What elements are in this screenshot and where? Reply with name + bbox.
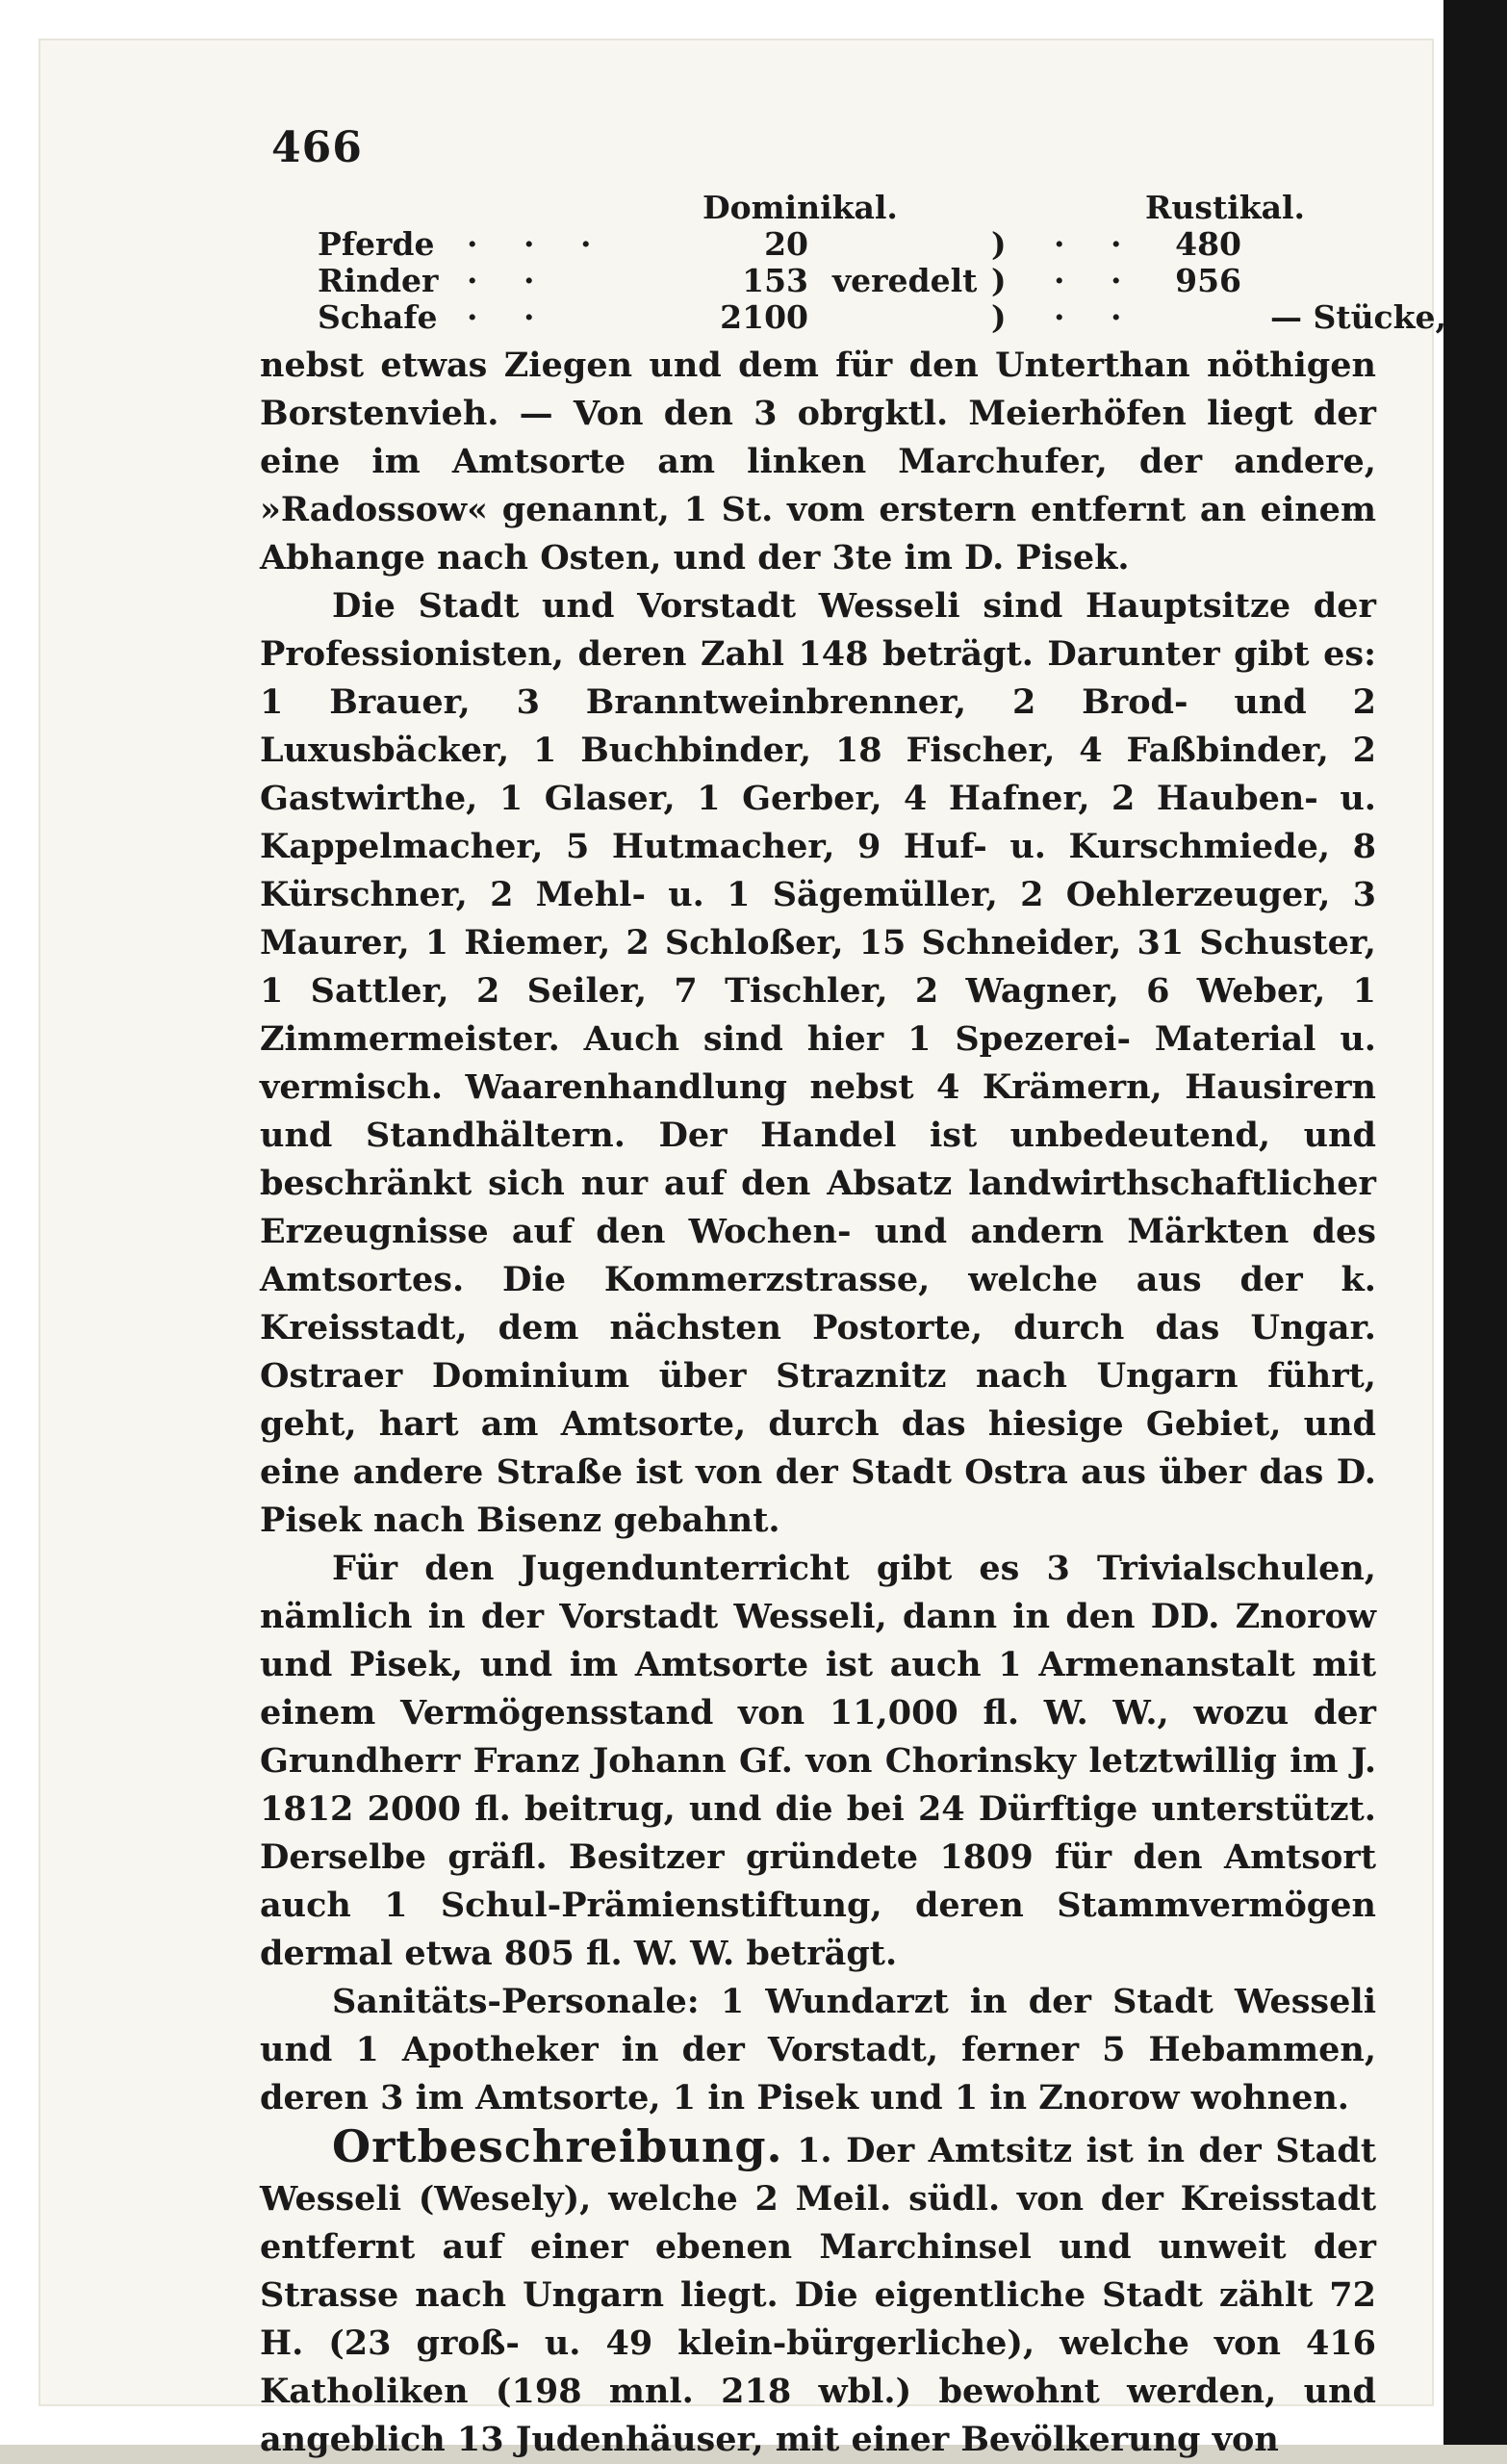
rustikal-value: 480 xyxy=(1175,225,1241,263)
dominikal-value: 20 xyxy=(764,225,808,263)
page-number: 466 xyxy=(271,123,363,172)
rustikal-value: 956 xyxy=(1175,262,1241,299)
leader-dots: · · xyxy=(467,262,552,299)
table-row xyxy=(318,262,1357,298)
leader-dots: · · xyxy=(1054,298,1139,336)
paragraph-place-description xyxy=(260,2122,1376,2464)
paragraph-schools: Für den Jugendunterricht gibt es 3 Trivialschulen, nämlich in der Vorstadt Wesseli, dann in den DD. Znorow und Pisek, und im Amtsorte ist auch 1 Armenanstalt mit einem Vermögensstand von 11,000 fl. W. W., wozu der Grundherr Franz Johann Gf. von Chorinsky letztwillig im J. 1812 2000 fl. beitrug, und die bei 24 Dürftige unterstützt. Derselbe gräfl. Besitzer gründete 1809 für den Amtsort auch 1 Schul-Prämienstiftung, deren Stammvermögen dermal etwa 805 fl. W. W. beträgt. xyxy=(260,1549,1376,1973)
bracket: ) xyxy=(991,262,1007,299)
table-row xyxy=(318,298,1446,336)
place-description-text: 1. Der Amtsitz ist in der Stadt Wesseli (Wesely), welche 2 Meil. südl. von der Kreisstadt entfernt auf einer ebenen Marchinsel und unweit der Strasse nach Ungarn liegt. Die eigentliche Stadt zählt 72 H. (23 groß- u. 49 klein-bürgerliche), welche von 416 Katholiken (198 mnl. 218 wbl.) bewohnt werden, und angeblich 13 Judenhäuser, mit einer Bevölkerung von xyxy=(260,2131,1376,2459)
table-header-row xyxy=(318,189,1357,225)
leader-dots: · · xyxy=(1054,262,1139,299)
leader-dots: · · xyxy=(1054,225,1139,263)
leader-dots: · · xyxy=(467,298,552,336)
paragraph-livestock: nebst etwas Ziegen und dem für den Unterthan nöthigen Borstenvieh. — Von den 3 obrgktl. Meierhöfen liegt der eine im Amtsorte am linken Marchufer, der andere, »Radossow« genannt, 1 St. vom erstern entfernt an einem Abhange nach Osten, und der 3te im D. Pisek. xyxy=(260,346,1376,578)
paragraph-sanitary: Sanitäts-Personale: 1 Wundarzt in der Stadt Wesseli und 1 Apotheker in der Vorstadt, ferner 5 Hebammen, deren 3 im Amtsorte, 1 in Pisek und 1 in Znorow wohnen. xyxy=(260,1982,1376,2118)
bracket: ) xyxy=(991,298,1007,336)
row-unit: — Stücke, xyxy=(1270,298,1446,336)
leader-dots: · · · xyxy=(467,225,609,263)
body-text xyxy=(260,342,1376,2464)
header-dominikal: Dominikal. xyxy=(702,189,898,226)
row-note: veredelt xyxy=(832,262,978,299)
livestock-table xyxy=(318,189,1446,336)
bracket: ) xyxy=(991,225,1007,263)
paragraph-professions: Die Stadt und Vorstadt Wesseli sind Hauptsitze der Professionisten, deren Zahl 148 beträgt. Darunter gibt es: 1 Brauer, 3 Branntweinbrenner, 2 Brod- und 2 Luxusbäcker, 1 Buchbinder, 18 Fischer, 4 Faßbinder, 2 Gastwirthe, 1 Glaser, 1 Gerber, 4 Hafner, 2 Hauben- u. Kappelmacher, 5 Hutmacher, 9 Huf- u. Kurschmiede, 8 Kürschner, 2 Mehl- u. 1 Sägemüller, 2 Oehlerzeuger, 3 Maurer, 1 Riemer, 2 Schloßer, 15 Schneider, 31 Schuster, 1 Sattler, 2 Seiler, 7 Tischler, 2 Wagner, 6 Weber, 1 Zimmermeister. Auch sind hier 1 Spezerei- Material u. vermisch. Waarenhandlung nebst 4 Krämern, Hausirern und Standhältern. Der Handel ist unbedeutend, und beschränkt sich nur auf den Absatz landwirthschaftlicher Erzeugnisse auf den Wochen- und andern Märkten des Amtsortes. Die Kommerzstrasse, welche aus der k. Kreisstadt, dem nächsten Postorte, durch das Ungar. Ostraer Dominium über Straznitz nach Ungarn führt, geht, hart am Amtsorte, durch das hiesige Gebiet, und eine andere Straße ist von der Stadt Ostra aus über das D. Pisek nach Bisenz gebahnt. xyxy=(260,586,1376,1540)
scan-edge-shadow xyxy=(1443,0,1507,2445)
table-row xyxy=(318,225,1357,262)
row-label: Pferde xyxy=(318,225,435,263)
row-label: Schafe xyxy=(318,298,438,336)
section-heading: Ortbeschreibung. xyxy=(332,2120,783,2172)
header-rustikal: Rustikal. xyxy=(1145,189,1306,226)
row-label: Rinder xyxy=(318,262,439,299)
dominikal-value: 153 xyxy=(742,262,808,299)
dominikal-value: 2100 xyxy=(720,298,808,336)
